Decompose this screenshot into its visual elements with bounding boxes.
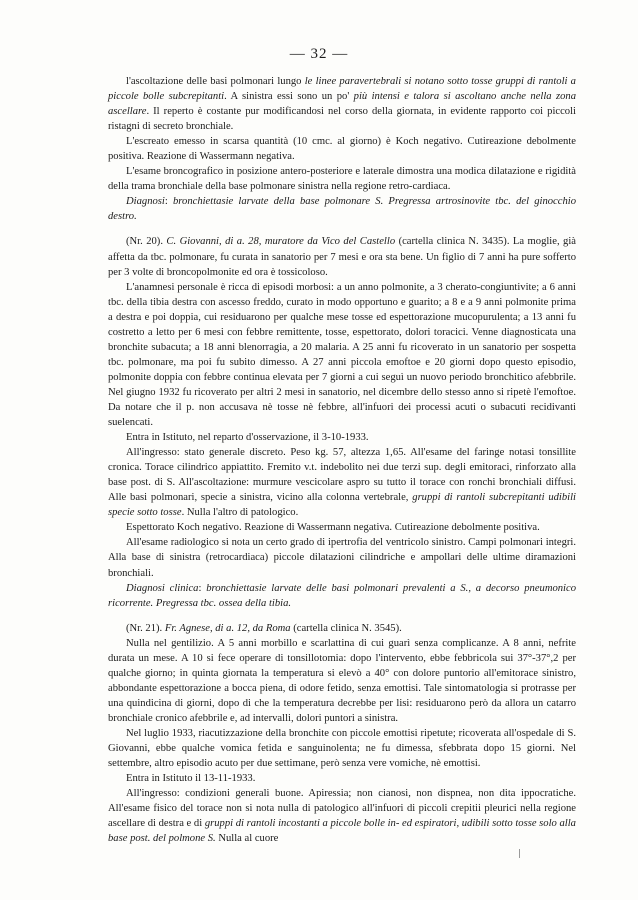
italic-run: Fr. Agnese, di a. 12, da Roma	[164, 622, 291, 634]
case-21-admission	[108, 771, 576, 786]
italic-run: Diagnosi	[126, 196, 165, 208]
text-run: :	[198, 582, 207, 594]
text-run: Nulla nel gentilizio. A 5 anni morbillo e scarlattina di cui guarì senza complicanze. A 8 anni, nefrite durata un mese. A 10 si fece operare di tonsillotomia: dopo l'intervento, ebbe febbricola sui 37°-37°,2 per qualche giorno; in quinta giornata la temperatura si elevò a 40° con dolore puntorio all'emitorace sinistro, abbondante espettorazione a bocca piena, di odore fetido, senza emottisi. Tale sintomatologia si protrasse per una quindicina di giorni, dopo di che la temperatura decrebbe per lisi: residuarono però da allora un catarro bronchiale cronico afebbrile e, ad intervalli, dolori puntori a sinistra.	[108, 637, 576, 724]
italic-run: gruppi di rantoli incostanti a piccole bolle in- ed espiratori, udibili sotto tosse solo alla base post. del polmone S.	[108, 818, 576, 845]
case-21-examination	[108, 786, 576, 846]
text-run: All'ingresso: stato generale discreto. Peso kg. 57, altezza 1,65. All'esame del faringe notasi tonsillite cronica. Torace cilindrico appiattito. Fremito v.t. indebolito nei due terzi sup. degli emitoraci, rinforzato alla base post. di S. All'ascoltazione: murmure vescicolare aspro su tutto il torace con ronchi bronchiali diffusi. Alle basi polmonari, specie a sinistra, vicino alla colonna vertebrale,	[108, 447, 576, 504]
case-20-examination	[108, 445, 576, 520]
text-run: L'esame broncografico in posizione antero-posteriore e laterale dimostra una modica dilatazione e rigidità della trama bronchiale della base polmonare sinistra nella regione retro-cardiaca.	[108, 166, 576, 193]
text-run: All'ingresso: condizioni generali buone. Apiressia; non cianosi, non dispnea, non dita ippocratiche. All'esame fisico del torace non si nota nulla di patologico all'infuori di piccoli crepitii pleurici nella regione ascellare di destra e di	[108, 788, 576, 830]
paragraph-diagnosis	[108, 194, 576, 224]
text-run: Espettorato Koch negativo. Reazione di Wassermann negativa. Cutireazione debolmente positiva.	[126, 522, 540, 534]
italic-run: bronchiettasie larvate della base polmonare S. Pregressa artrosinovite tbc. del ginocchio destro.	[108, 196, 576, 223]
text-run: Entra in Istituto, nel reparto d'osservazione, il 3-10-1933.	[126, 432, 369, 444]
text-run: Nulla al cuore	[215, 833, 279, 845]
case-20-radiology	[108, 535, 576, 580]
paragraph-sputum	[108, 134, 576, 164]
case-21-july-1933	[108, 726, 576, 771]
case-20-header	[108, 234, 576, 279]
case-20-sputum	[108, 520, 576, 535]
italic-run: C. Giovanni, di a. 28, muratore da Vico del Castello	[166, 236, 396, 248]
italic-run: bronchiettasie larvate delle basi polmonari prevalenti a S., a decorso pneumonico ricorrente. Pregressa tbc. ossea della tibia.	[108, 582, 576, 609]
paragraph-bronchography	[108, 164, 576, 194]
paragraph-continuation	[108, 74, 576, 134]
text-run: :	[164, 196, 173, 208]
body-text	[108, 74, 576, 846]
text-run: . Nulla l'altro di patologico.	[181, 507, 299, 519]
text-run: . A sinistra essi sono un po'	[224, 91, 354, 103]
scan-mark	[519, 849, 520, 858]
text-run: Entra in Istituto il 13-11-1933.	[126, 773, 256, 785]
text-run: L'escreato emesso in scarsa quantità (10 cmc. al giorno) è Koch negativo. Cutireazione debolmente positiva. Reazione di Wassermann negativa.	[108, 136, 576, 163]
italic-run: Diagnosi clinica	[126, 582, 199, 594]
page-number: — 32 —	[289, 46, 349, 62]
case-21-header	[108, 621, 576, 636]
case-20-diagnosis	[108, 581, 576, 611]
italic-run: le linee paravertebrali si notano sotto tosse gruppi di rantoli a piccole bolle subcrepitanti	[108, 76, 576, 103]
case-20-anamnesis	[108, 280, 576, 430]
text-run: . Il reperto è costante pur modificandosi nel corso della giornata, in evidente rapporto coi piccoli ristagni di secreto bronchiale.	[108, 106, 576, 133]
case-21-history	[108, 636, 576, 726]
text-run: (cartella clinica N. 3435). La moglie, già affetta da tbc. polmonare, fu curata in sanatorio per 7 mesi e ora sta bene. Un figlio di 7 anni ha pure sofferto per 3 volte di broncopolmonite ed ora è tossicoloso.	[108, 236, 576, 278]
text-run: Nel luglio 1933, riacutizzazione della bronchite con piccole emottisi ripetute; ricoverata all'ospedale di S. Giovanni, ebbe qualche vomica fetida e sanguinolenta; ne fu dimessa, sfebbrata dopo 15 giorni. Nel settembre, altro episodio acuto per due settimane, però senza vere vomiche, nè emottisi.	[108, 727, 576, 770]
text-run: (Nr. 20).	[126, 236, 167, 248]
italic-run: gruppi di rantoli subcrepitanti udibili specie sotto tosse	[108, 492, 576, 519]
text-run: (cartella clinica N. 3545).	[290, 622, 402, 634]
case-20-admission	[108, 430, 576, 445]
text-run: L'anamnesi personale è ricca di episodi morbosi: a un anno polmonite, a 3 cherato-congiuntivite; a 6 anni tbc. della tibia destra con ascesso freddo, curato in modo opportuno e guarito; a 8 e a 9 anni polmonite prima a destra e poi doppia, cui residuarono per qualche mese tosse ed espettorazione mucopurulenta; a 13 anni fu costretto a letto per 6 mesi con febbre remittente, tosse, espettorato, dolori toracici. Venne diagnosticata una bronchite subacuta; a 18 anni blenorragia, a 20 malaria. A 25 anni fu ricoverato in un sanatorio per sospetta tbc. polmonare, ma poi fu subito dimesso. A 27 anni piccola emoftoe e 20 giorni dopo questo episodio, polmonite doppia con febbre continua elevata per 7 giorni a cui seguì un nuovo periodo bronchitico afebbrile. Nel giugno 1932 fu ricoverato per altri 2 mesi in sanatorio, nel dicembre dello stesso anno si ripetè l'emoftoe. Da notare che il p. non accusava nè tosse nè febbre, all'infuori dei processi acuti o subacuti recidivanti suelencati.	[108, 281, 576, 429]
text-run: All'esame radiologico si nota un certo grado di ipertrofia del ventricolo sinistro. Campi polmonari integri. Alla base di sinistra (retrocardiaca) piccole dilatazioni cilindriche e ampollari delle ultime diramazioni bronchiali.	[108, 537, 576, 579]
text-run: (Nr. 21).	[126, 622, 165, 634]
text-run: l'ascoltazione delle basi polmonari lungo	[126, 76, 305, 87]
italic-run: più intensi e talora si ascoltano anche nella zona ascellare	[108, 91, 576, 118]
